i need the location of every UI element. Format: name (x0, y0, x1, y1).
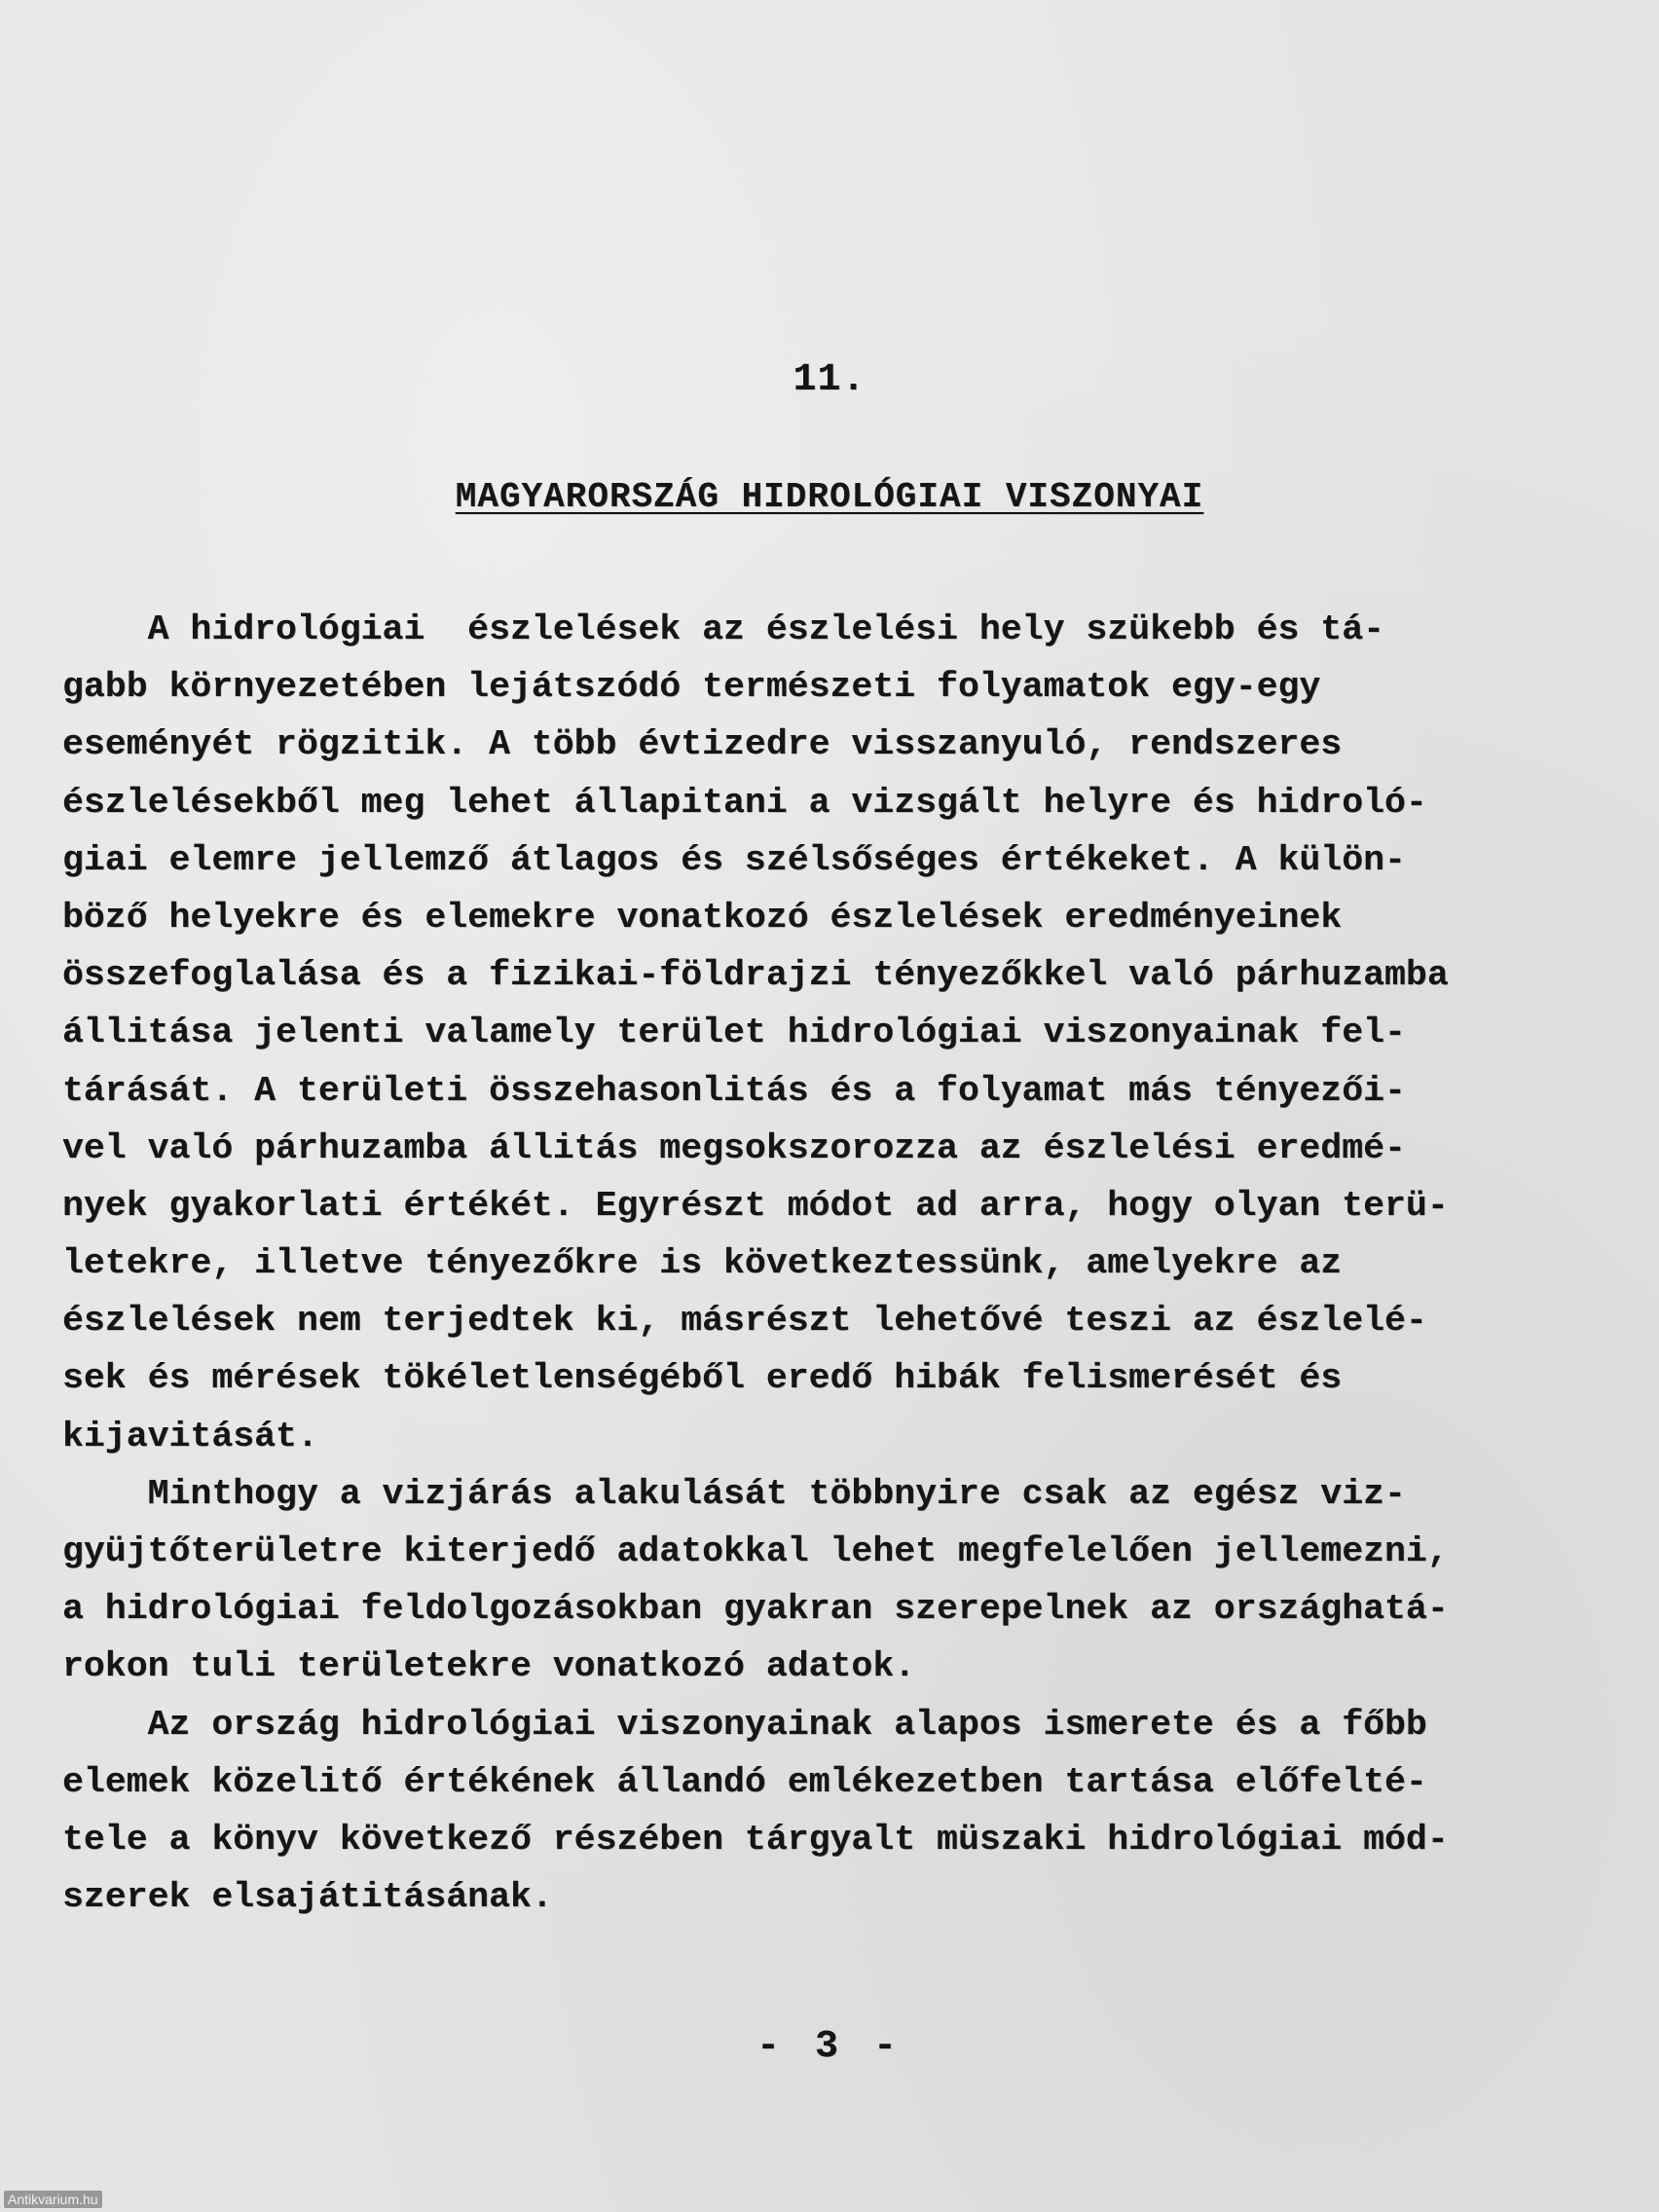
watermark: Antikvarium.hu (4, 2191, 102, 2208)
chapter-title (0, 477, 1659, 517)
text-line: tele a könyv következő részében tárgyalt müszaki hidrológiai mód- (62, 1819, 1449, 1860)
text-line: giai elemre jellemző átlagos és szélsőséges értékeket. A külön- (62, 839, 1406, 880)
text-line: gyüjtőterületre kiterjedő adatokkal lehet megfelelően jellemezni, (62, 1531, 1449, 1571)
text-line: Minthogy a vizjárás alakulását többnyire csak az egész viz- (62, 1473, 1406, 1514)
text-line: sek és mérések tökéletlenségéből eredő hibák felismerését és (62, 1358, 1343, 1399)
text-line: böző helyekre és elemekre vonatkozó észlelések eredményeinek (62, 897, 1343, 938)
text-line: elemek közelitő értékének állandó emlékezetben tartása előfelté- (62, 1761, 1427, 1802)
text-line: Az ország hidrológiai viszonyainak alapos ismerete és a főbb (62, 1704, 1427, 1745)
text-line: kijavitását. (62, 1416, 318, 1456)
chapter-title-text: MAGYARORSZÁG HIDROLÓGIAI VISZONYAI (455, 477, 1204, 517)
text-line: szerek elsajátitásának. (62, 1877, 553, 1918)
text-line: eseményét rögzitik. A több évtizedre visszanyuló, rendszeres (62, 724, 1343, 765)
text-line: A hidrológiai észlelések az észlelési hely szükebb és tá- (62, 609, 1385, 649)
text-line: állitása jelenti valamely terület hidrológiai viszonyainak fel- (62, 1013, 1406, 1053)
body-text (62, 601, 1601, 1926)
text-line: gabb környezetében lejátszódó természeti folyamatok egy-egy (62, 667, 1321, 708)
text-line: nyek gyakorlati értékét. Egyrészt módot ad arra, hogy olyan terü- (62, 1185, 1449, 1226)
text-line: összefoglalása és a fizikai-földrajzi tényezőkkel való párhuzamba (62, 955, 1449, 996)
text-line: a hidrológiai feldolgozásokban gyakran szerepelnek az országhatá- (62, 1589, 1449, 1630)
text-line: tárását. A területi összehasonlitás és a folyamat más tényezői- (62, 1070, 1406, 1111)
text-line: észlelések nem terjedtek ki, másrészt lehetővé teszi az észlelé- (62, 1301, 1427, 1342)
text-line: letekre, illetve tényezőkre is következtessünk, amelyekre az (62, 1243, 1343, 1284)
text-line: észlelésekből meg lehet állapitani a vizsgált helyre és hidroló- (62, 782, 1427, 823)
text-line: vel való párhuzamba állitás megsokszorozza az észlelési eredmé- (62, 1127, 1406, 1168)
text-line: rokon tuli területekre vonatkozó adatok. (62, 1646, 916, 1687)
chapter-number: 11. (793, 358, 866, 402)
page-number: - 3 - (756, 2025, 903, 2069)
